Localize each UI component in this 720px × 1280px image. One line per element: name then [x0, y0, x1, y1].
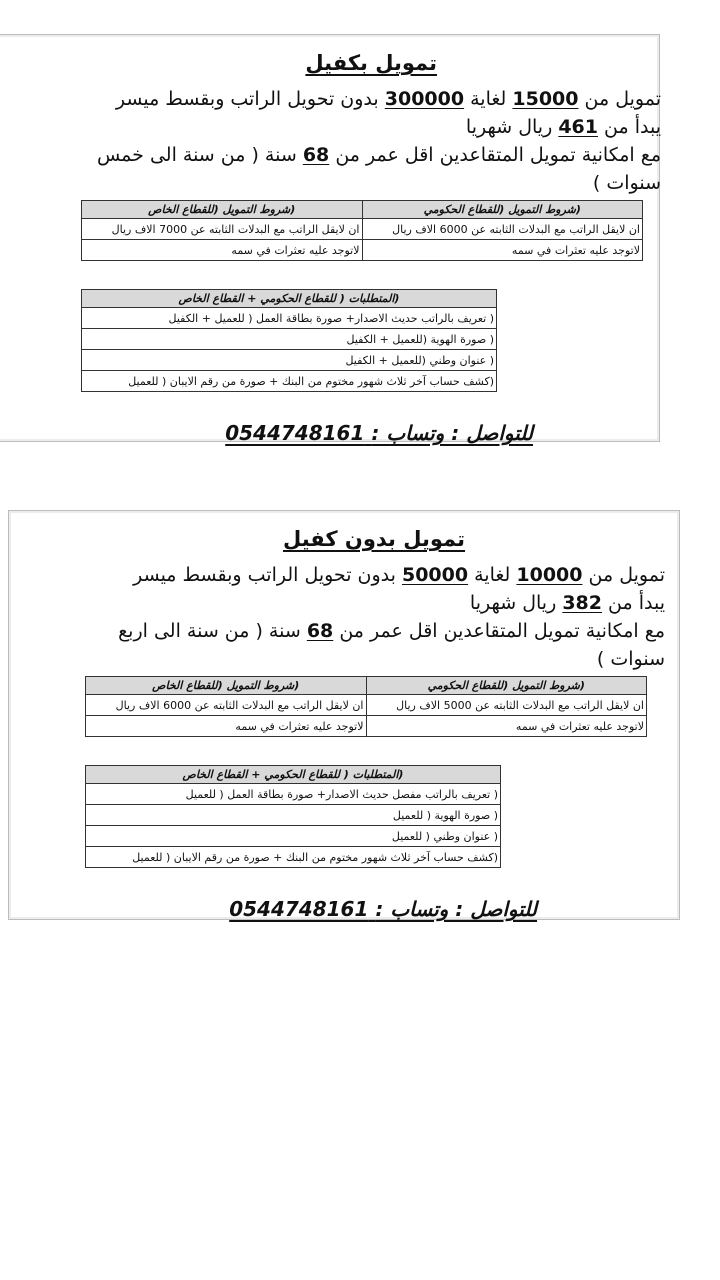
conditions-header-private: (شروط التمويل (للقطاع الخاص	[86, 677, 367, 695]
requirements-table	[81, 289, 497, 392]
conditions-header-private: (شروط التمويل (للقطاع الخاص	[82, 201, 363, 219]
requirement-item: ( صورة الهوية (للعميل + الكفيل	[82, 329, 497, 350]
conditions-table	[81, 200, 643, 261]
table-row	[86, 826, 501, 847]
requirements-header: (المتطلبات ( للقطاع الحكومي + القطاع الخاص	[86, 766, 501, 784]
amount-to: 300000	[384, 88, 465, 110]
retiree-age: 68	[306, 620, 334, 642]
contact-label: للتواصل : وتساب :	[375, 897, 537, 921]
amount-to: 50000	[401, 564, 469, 586]
phone-number[interactable]: 0544748161	[225, 421, 365, 445]
condition-private-salary: ان لايقل الراتب مع البدلات الثابته عن 6000 الاف ريال	[86, 695, 367, 716]
offer-title: تمويل بكفيل	[305, 51, 437, 75]
requirement-item: ( تعريف بالراتب مفصل حديث الاصدار+ صورة بطاقة العمل ( للعميل	[86, 784, 501, 805]
condition-private-simah: لاتوجد عليه تعثرات في سمه	[86, 716, 367, 737]
condition-gov-simah: لاتوجد عليه تعثرات في سمه	[362, 240, 643, 261]
conditions-header-gov: (شروط التمويل (للقطاع الحكومي	[366, 677, 647, 695]
condition-gov-salary: ان لايقل الراتب مع البدلات الثابته عن 5000 الاف ريال	[366, 695, 647, 716]
retiree-age: 68	[302, 144, 330, 166]
amount-from: 15000	[512, 88, 579, 110]
contact-label: للتواصل : وتساب :	[371, 421, 533, 445]
amount-from: 10000	[516, 564, 583, 586]
installment-from: 461	[558, 116, 598, 138]
offer-title: تمويل بدون كفيل	[282, 527, 465, 551]
table-row	[82, 350, 497, 371]
offer-card-without-guarantor	[8, 510, 680, 920]
requirement-item: ( صورة الهوية ( للعميل	[86, 805, 501, 826]
requirement-item: (كشف حساب آخر ثلاث شهور مختوم من البنك + صورة من رقم الايبان ( للعميل	[82, 371, 497, 392]
table-row	[82, 371, 497, 392]
installment-from: 382	[562, 592, 602, 614]
offer-card-with-guarantor	[0, 34, 661, 445]
offer-description: تمويل من 15000 لغاية 300000 بدون تحويل الراتب وبقسط ميسر يبدأ من 461 ريال شهريا مع امكانية تمويل المتقاعدين اقل عمر من 68 سنة ( من سنة الى خمس سنوات )	[96, 88, 661, 194]
table-row	[82, 329, 497, 350]
table-row	[86, 716, 647, 737]
table-row	[86, 847, 501, 868]
offer-description: تمويل من 10000 لغاية 50000 بدون تحويل الراتب وبقسط ميسر يبدأ من 382 ريال شهريا مع امكانية تمويل المتقاعدين اقل عمر من 68 سنة ( من سنة الى اربع سنوات )	[118, 564, 665, 670]
conditions-table	[85, 676, 647, 737]
condition-gov-salary: ان لايقل الراتب مع البدلات الثابته عن 6000 الاف ريال	[362, 219, 643, 240]
contact-line	[229, 897, 537, 921]
requirements-table	[85, 765, 501, 868]
condition-private-salary: ان لايقل الراتب مع البدلات الثابته عن 7000 الاف ريال	[82, 219, 363, 240]
conditions-header-gov: (شروط التمويل (للقطاع الحكومي	[362, 201, 643, 219]
table-row	[86, 695, 647, 716]
table-row	[82, 240, 643, 261]
condition-gov-simah: لاتوجد عليه تعثرات في سمه	[366, 716, 647, 737]
requirement-item: ( عنوان وطني ( للعميل	[86, 826, 501, 847]
phone-number[interactable]: 0544748161	[229, 897, 369, 921]
table-row	[86, 805, 501, 826]
requirements-header: (المتطلبات ( للقطاع الحكومي + القطاع الخاص	[82, 290, 497, 308]
contact-line	[225, 421, 533, 445]
requirement-item: ( عنوان وطني (للعميل + الكفيل	[82, 350, 497, 371]
requirement-item: (كشف حساب آخر ثلاث شهور مختوم من البنك + صورة من رقم الايبان ( للعميل	[86, 847, 501, 868]
table-row	[82, 219, 643, 240]
requirement-item: ( تعريف بالراتب حديث الاصدار+ صورة بطاقة العمل ( للعميل + الكفيل	[82, 308, 497, 329]
table-row	[82, 308, 497, 329]
condition-private-simah: لاتوجد عليه تعثرات في سمه	[82, 240, 363, 261]
table-row	[86, 784, 501, 805]
